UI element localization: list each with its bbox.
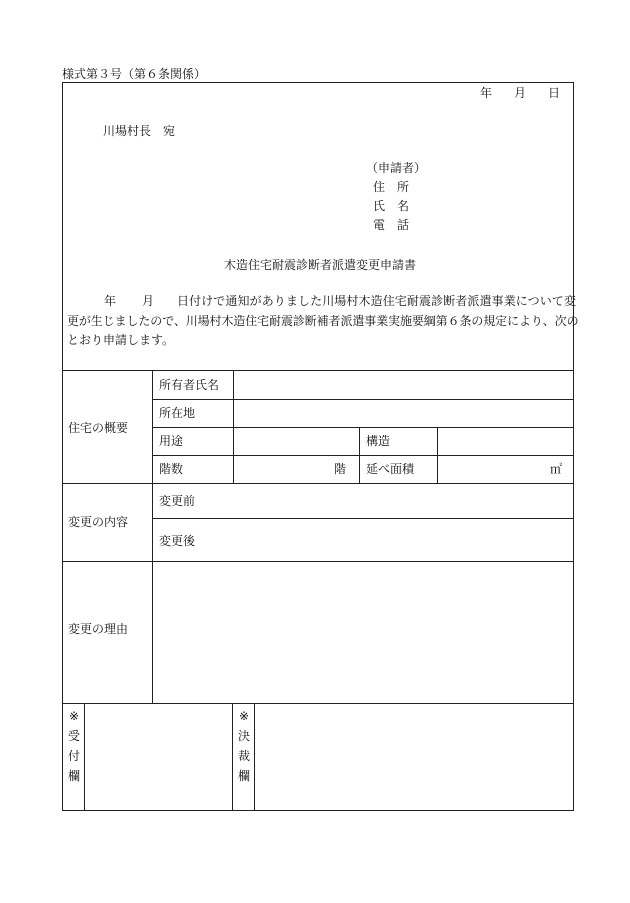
floors-label: 階数 <box>159 462 184 476</box>
decision-mark: ※ <box>238 709 250 723</box>
change-after-label: 変更後 <box>159 534 196 548</box>
usage-field[interactable] <box>234 428 359 455</box>
reception-char-3: 欄 <box>67 769 80 783</box>
reception-column-label <box>67 706 81 786</box>
reception-char-2: 付 <box>67 749 80 763</box>
owner-name-field[interactable] <box>234 371 573 399</box>
structure-label: 構造 <box>366 434 391 448</box>
body-year: 年 <box>104 294 117 308</box>
grid-line-office-divider <box>232 703 233 811</box>
body-line-3: とおり申請します。 <box>67 333 175 347</box>
reason-field[interactable] <box>153 562 573 703</box>
outer-border-left <box>62 82 63 811</box>
applicant-address-label: 住 所 <box>373 180 410 194</box>
location-field[interactable] <box>234 400 573 427</box>
decision-char-1: 決 <box>237 729 250 743</box>
form-number: 様式第３号（第６条関係） <box>62 67 207 81</box>
applicant-name-label: 氏 名 <box>373 199 410 213</box>
floors-unit: 階 <box>334 462 347 476</box>
decision-column-label <box>237 706 251 786</box>
decision-char-2: 裁 <box>237 749 250 763</box>
usage-label: 用途 <box>159 434 184 448</box>
change-section-label: 変更の内容 <box>68 515 129 529</box>
body-month: 月 <box>142 294 155 308</box>
decision-field[interactable] <box>255 704 573 810</box>
date-year-label: 年 <box>480 86 493 100</box>
outer-border-top <box>62 82 574 83</box>
document-title: 木造住宅耐震診断者派遣変更申請書 <box>224 258 417 272</box>
applicant-heading: （申請者） <box>366 161 427 175</box>
structure-field[interactable] <box>438 428 573 455</box>
date-day-label: 日 <box>548 86 561 100</box>
applicant-phone-label: 電 話 <box>373 218 410 232</box>
date-month-label: 月 <box>514 86 527 100</box>
change-before-field[interactable] <box>153 484 573 518</box>
change-after-field[interactable] <box>153 519 573 561</box>
decision-char-3: 欄 <box>237 769 250 783</box>
body-line-1: 日付けで通知がありました川場村木造住宅耐震診断者派遣事業について変 <box>177 294 577 308</box>
reason-section-label: 変更の理由 <box>68 622 129 636</box>
change-before-label: 変更前 <box>159 494 196 508</box>
addressee: 川場村長 宛 <box>103 124 176 138</box>
reception-mark: ※ <box>68 709 80 723</box>
outer-border-right <box>573 82 574 811</box>
floor-area-label: 延べ面積 <box>366 462 415 476</box>
body-line-2: 更が生じましたので、川場村木造住宅耐震診断補者派遣事業実施要綱第６条の規定により、次の <box>67 314 579 328</box>
floor-area-unit: ㎡ <box>550 462 563 476</box>
outer-border-bottom <box>62 810 574 811</box>
grid-line-middle-column <box>359 427 360 484</box>
reception-field[interactable] <box>85 704 232 810</box>
reception-char-1: 受 <box>67 729 80 743</box>
owner-name-label: 所有者氏名 <box>159 378 220 392</box>
housing-section-label: 住宅の概要 <box>68 421 129 435</box>
location-label: 所在地 <box>159 406 196 420</box>
